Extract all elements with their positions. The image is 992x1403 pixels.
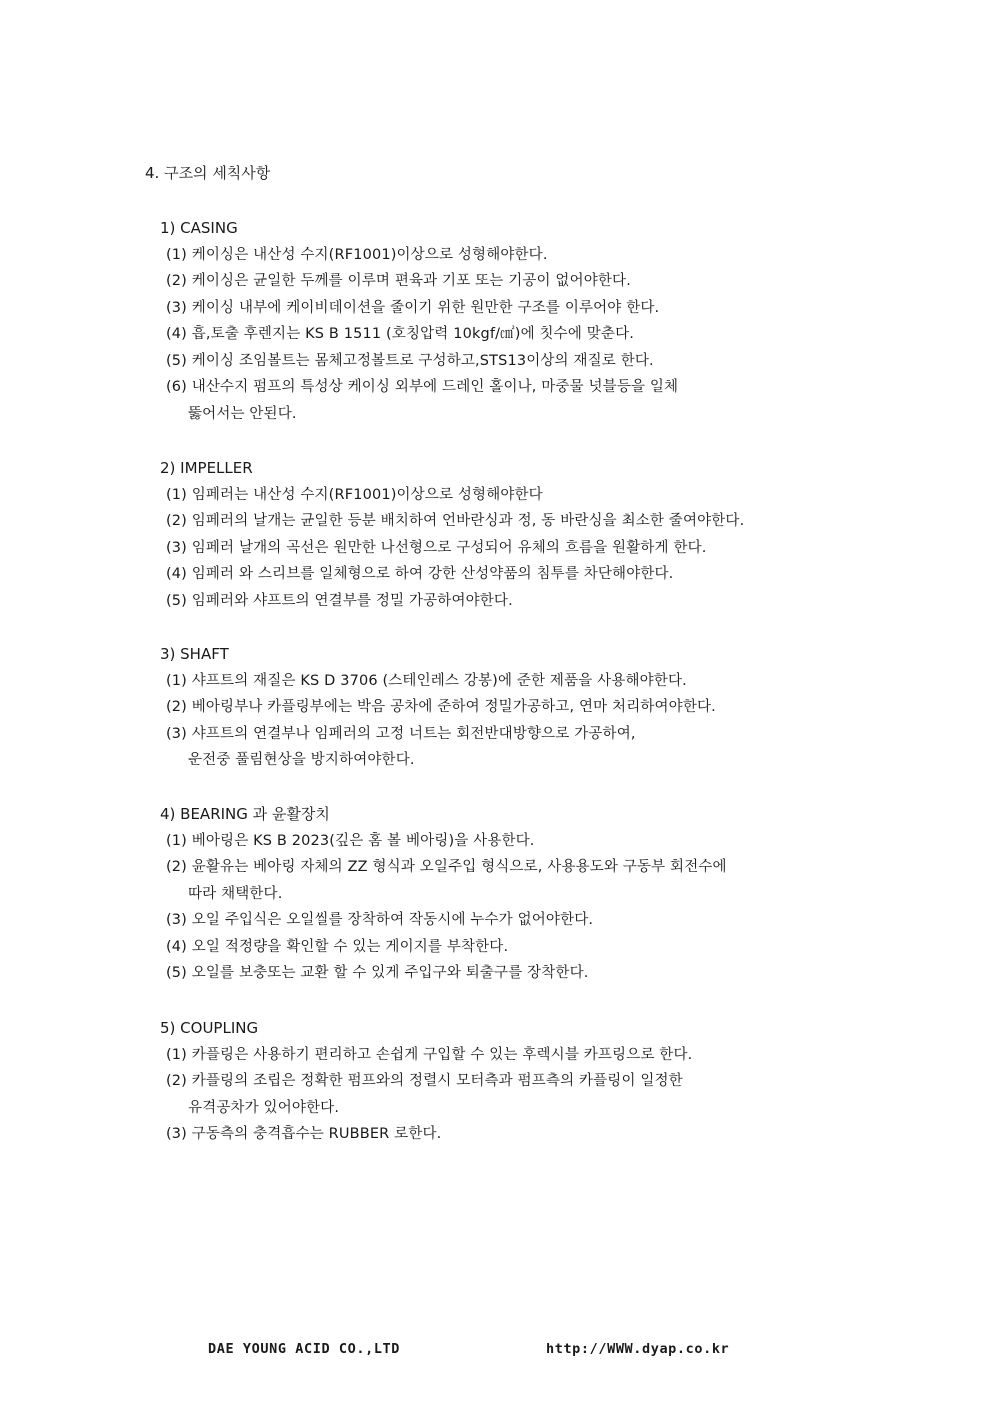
list-item: (3) 케이싱 내부에 케이비데이션을 줄이기 위한 원만한 구조를 이루어야 한다. bbox=[166, 299, 660, 316]
section-heading: 5) COUPLING bbox=[160, 1019, 259, 1037]
section-heading: 4) BEARING 과 윤활장치 bbox=[160, 805, 330, 823]
section-casing bbox=[160, 215, 880, 427]
list-item: (4) 흡,토출 후렌지는 KS B 1511 (호칭압력 10kgf/㎠)에 칫수에 맞춘다. bbox=[166, 326, 634, 342]
list-item-continuation: 뚫어서는 안된다. bbox=[188, 405, 297, 422]
list-item: (1) 샤프트의 재질은 KS D 3706 (스테인레스 강봉)에 준한 제품을 사용해야한다. bbox=[166, 672, 687, 689]
section-shaft bbox=[160, 641, 880, 774]
document-title: 4. 구조의 세칙사항 bbox=[145, 164, 271, 182]
footer-company: DAE YOUNG ACID CO.,LTD bbox=[208, 1341, 401, 1357]
list-item: (1) 베아링은 KS B 2023(깊은 홈 볼 베아링)을 사용한다. bbox=[166, 832, 535, 849]
list-item: (6) 내산수지 펌프의 특성상 케이싱 외부에 드레인 홀이나, 마중물 넛블등을 일체 bbox=[166, 379, 679, 395]
list-item: (3) 샤프트의 연결부나 임페러의 고정 너트는 회전반대방향으로 가공하여, bbox=[166, 725, 636, 742]
list-item-continuation: 유격공차가 있어야한다. bbox=[188, 1099, 340, 1116]
list-item: (3) 구동측의 충격흡수는 RUBBER 로한다. bbox=[166, 1126, 442, 1142]
list-item: (4) 오일 적정량을 확인할 수 있는 게이지를 부착한다. bbox=[166, 938, 509, 955]
list-item-continuation: 운전중 풀림현상을 방지하여야한다. bbox=[188, 752, 415, 768]
section-coupling bbox=[160, 1015, 880, 1148]
section-impeller bbox=[160, 455, 880, 614]
section-heading: 3) SHAFT bbox=[160, 645, 229, 663]
list-item: (2) 카플링의 조립은 정확한 펌프와의 정렬시 모터측과 펌프측의 카플링이 일정한 bbox=[166, 1073, 683, 1089]
list-item-continuation: 따라 채택한다. bbox=[188, 885, 283, 902]
list-item: (5) 임페러와 샤프트의 연결부를 정밀 가공하여야한다. bbox=[166, 592, 513, 609]
section-heading: 1) CASING bbox=[160, 219, 238, 237]
footer-url: http://WWW.dyap.co.kr bbox=[546, 1341, 730, 1357]
list-item: (2) 베아링부나 카플링부에는 박음 공차에 준하여 정밀가공하고, 연마 처리하여야한다. bbox=[166, 699, 716, 715]
list-item: (2) 케이싱은 균일한 두께를 이루며 편육과 기포 또는 기공이 없어야한다. bbox=[166, 273, 631, 289]
list-item: (3) 임페러 날개의 곡선은 원만한 나선형으로 구성되어 유체의 흐름을 원활하게 한다. bbox=[166, 539, 707, 556]
list-item: (4) 임페러 와 스리브를 일체형으로 하여 강한 산성약품의 침투를 차단해야한다. bbox=[166, 566, 674, 582]
list-item: (2) 윤활유는 베아링 자체의 ZZ 형식과 오일주입 형식으로, 사용용도와 구동부 회전수에 bbox=[166, 859, 727, 875]
list-item: (1) 카플링은 사용하기 편리하고 손쉽게 구입할 수 있는 후렉시블 카프링으로 한다. bbox=[166, 1046, 693, 1063]
list-item: (1) 임페러는 내산성 수지(RF1001)이상으로 성형해야한다 bbox=[166, 486, 543, 503]
list-item: (2) 임페러의 날개는 균일한 등분 배치하여 언바란싱과 정, 동 바란싱을 최소한 줄여야한다. bbox=[166, 513, 745, 529]
list-item: (1) 케이싱은 내산성 수지(RF1001)이상으로 성형해야한다. bbox=[166, 246, 548, 263]
list-item: (5) 오일를 보충또는 교환 할 수 있게 주입구와 퇴출구를 장착한다. bbox=[166, 965, 589, 981]
list-item: (3) 오일 주입식은 오일씰를 장착하여 작동시에 누수가 없어야한다. bbox=[166, 912, 594, 928]
list-item: (5) 케이싱 조임볼트는 몸체고정볼트로 구성하고,STS13이상의 재질로 한다. bbox=[166, 352, 654, 369]
section-bearing bbox=[160, 801, 880, 987]
section-heading: 2) IMPELLER bbox=[160, 459, 253, 477]
